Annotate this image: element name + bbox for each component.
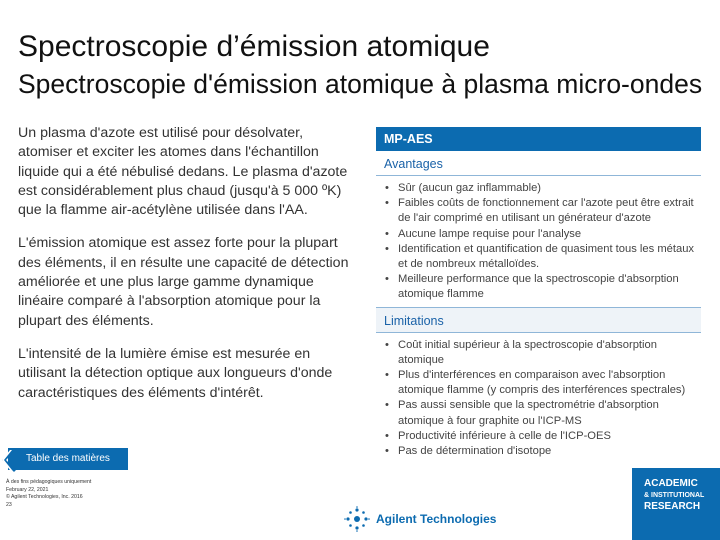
badge-line: ACADEMIC — [644, 478, 698, 489]
footnote-line: À des fins pédagogiques uniquement — [6, 479, 92, 485]
list-item: • Productivité inférieure à celle de l'ICP-OES — [382, 429, 697, 444]
agilent-spark-icon — [344, 506, 370, 532]
logo-text: Agilent Technologies — [376, 512, 497, 526]
agilent-logo — [344, 506, 496, 532]
footnote-line: © Agilent Technologies, Inc. 2016 — [6, 494, 83, 500]
list-item: • Sûr (aucun gaz inflammable) — [382, 181, 697, 196]
panel-header: MP-AES — [376, 127, 701, 151]
toc-button[interactable]: Table des matières — [8, 448, 128, 470]
limitations-list — [376, 338, 701, 460]
paragraph-plasma: Un plasma d'azote est utilisé pour désolvater, atomiser et exciter les atomes dans l'échantillon liquide qui a été nébulisé dedans. Le plasma d'azote est considérablement plus chaud (jusqu'à 5 000 ºK) que la flamme air-acétylène utilisée dans l'AA. — [18, 125, 348, 219]
slide-subtitle: Spectroscopie d'émission atomique à plasma micro-ondes — [18, 69, 703, 99]
badge-line: RESEARCH — [644, 501, 701, 512]
mp-aes-panel — [376, 127, 701, 459]
chevron-left-icon[interactable] — [0, 448, 16, 472]
badge-line: & INSTITUTIONAL — [644, 492, 705, 499]
limitations-title: Limitations — [376, 307, 701, 333]
advantages-title: Avantages — [376, 151, 701, 176]
list-item: • Aucune lampe requise pour l'analyse — [382, 227, 697, 242]
paragraph-emission: L'émission atomique est assez forte pour la plupart des éléments, il en résulte une capacité de détection améliorée et une plus large gamme dynamique linéaire comparé à l'absorption atomique pour la plupart des éléments. — [18, 235, 349, 329]
list-item: • Identification et quantification de quasiment tous les métaux et de nombreux métalloïdes. — [382, 242, 697, 272]
list-item: • Pas aussi sensible que la spectrométrie d'absorption atomique à four graphite ou l'ICP-MS — [382, 398, 697, 428]
academic-badge — [632, 468, 720, 540]
list-item: • Coût initial supérieur à la spectroscopie d'absorption atomique — [382, 338, 697, 368]
list-item: • Meilleure performance que la spectroscopie d'absorption atomique flamme — [382, 272, 697, 302]
advantages-list — [376, 181, 701, 303]
list-item: • Plus d'interférences en comparaison avec l'absorption atomique flamme (y compris des interférences spectrales) — [382, 368, 697, 398]
footnote-line: February 22, 2021 — [6, 486, 49, 493]
footnote-line: 23 — [6, 501, 12, 508]
list-item: • Faibles coûts de fonctionnement car l'azote peut être extrait de l'air comprimé en utilisant un générateur d'azote — [382, 196, 697, 226]
footnote — [6, 479, 91, 509]
paragraph-intensity: L'intensité de la lumière émise est mesurée en utilisant la détection optique aux longueurs d'onde caractéristiques des éléments d'intérêt. — [18, 345, 333, 401]
slide-title: Spectroscopie d’émission atomique — [18, 30, 490, 63]
list-item: • Pas de détermination d'isotope — [382, 444, 697, 459]
body-text — [18, 124, 358, 417]
